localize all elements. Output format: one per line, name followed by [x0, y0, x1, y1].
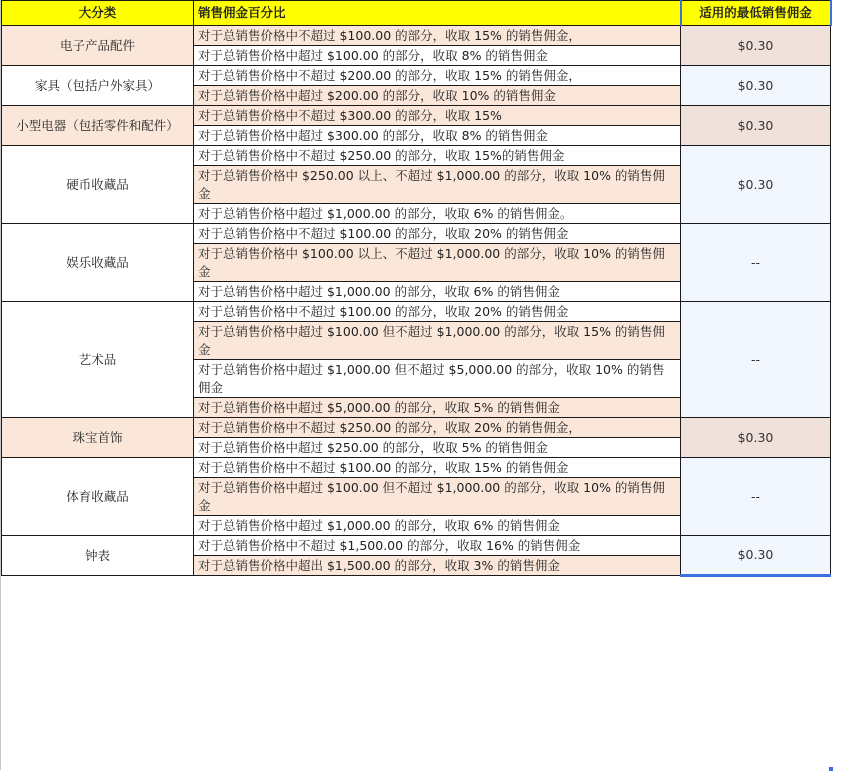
rule-cell[interactable]: 对于总销售价格中超过 $5,000.00 的部分，收取 5% 的销售佣金 — [194, 398, 681, 418]
rule-cell[interactable]: 对于总销售价格中超过 $100.00 但不超过 $1,000.00 的部分，收取 10% 的销售佣金 — [194, 478, 681, 516]
table-row — [2, 26, 831, 46]
header-category[interactable]: 大分类 — [2, 1, 194, 26]
rule-cell[interactable]: 对于总销售价格中不超过 $250.00 的部分，收取 20% 的销售佣金， — [194, 418, 681, 438]
min-fee-cell[interactable]: -- — [681, 302, 831, 418]
commission-table — [1, 0, 832, 577]
min-fee-cell[interactable]: $0.30 — [681, 146, 831, 224]
min-fee-cell[interactable]: $0.30 — [681, 66, 831, 106]
rule-cell[interactable]: 对于总销售价格中超出 $1,500.00 的部分，收取 3% 的销售佣金 — [194, 556, 681, 576]
min-fee-cell[interactable]: $0.30 — [681, 106, 831, 146]
category-cell[interactable]: 电子产品配件 — [2, 26, 194, 66]
table-row — [2, 106, 831, 126]
header-min-fee[interactable]: 适用的最低销售佣金 — [681, 1, 831, 26]
selection-fill-handle[interactable] — [828, 766, 834, 772]
table-row — [2, 66, 831, 86]
rule-cell[interactable]: 对于总销售价格中超过 $1,000.00 的部分，收取 6% 的销售佣金 — [194, 282, 681, 302]
header-fee-rate[interactable]: 销售佣金百分比 — [194, 1, 681, 26]
rule-cell[interactable]: 对于总销售价格中超过 $1,000.00 的部分，收取 6% 的销售佣金。 — [194, 204, 681, 224]
category-cell[interactable]: 体育收藏品 — [2, 458, 194, 536]
header-row — [2, 1, 831, 26]
rule-cell[interactable]: 对于总销售价格中不超过 $250.00 的部分，收取 15%的销售佣金 — [194, 146, 681, 166]
rule-cell[interactable]: 对于总销售价格中超过 $100.00 的部分，收取 8% 的销售佣金 — [194, 46, 681, 66]
min-fee-cell[interactable]: -- — [681, 224, 831, 302]
table-row — [2, 302, 831, 322]
rule-cell[interactable]: 对于总销售价格中 $250.00 以上、不超过 $1,000.00 的部分，收取 10% 的销售佣金 — [194, 166, 681, 204]
min-fee-cell[interactable]: $0.30 — [681, 536, 831, 576]
category-cell[interactable]: 珠宝首饰 — [2, 418, 194, 458]
rule-cell[interactable]: 对于总销售价格中不超过 $100.00 的部分，收取 15% 的销售佣金， — [194, 26, 681, 46]
table-row — [2, 418, 831, 438]
category-cell[interactable]: 娱乐收藏品 — [2, 224, 194, 302]
category-cell[interactable]: 小型电器（包括零件和配件） — [2, 106, 194, 146]
rule-cell[interactable]: 对于总销售价格中不超过 $1,500.00 的部分，收取 16% 的销售佣金 — [194, 536, 681, 556]
rule-cell[interactable]: 对于总销售价格中不超过 $300.00 的部分，收取 15% — [194, 106, 681, 126]
table-row — [2, 224, 831, 244]
table-row — [2, 536, 831, 556]
rule-cell[interactable]: 对于总销售价格中超过 $100.00 但不超过 $1,000.00 的部分，收取 15% 的销售佣金 — [194, 322, 681, 360]
table-row — [2, 146, 831, 166]
min-fee-cell[interactable]: $0.30 — [681, 26, 831, 66]
rule-cell[interactable]: 对于总销售价格中不超过 $100.00 的部分，收取 20% 的销售佣金 — [194, 302, 681, 322]
rule-cell[interactable]: 对于总销售价格中超过 $1,000.00 但不超过 $5,000.00 的部分，收取 10% 的销售佣金 — [194, 360, 681, 398]
rule-cell[interactable]: 对于总销售价格中不超过 $200.00 的部分，收取 15% 的销售佣金， — [194, 66, 681, 86]
min-fee-cell[interactable]: -- — [681, 458, 831, 536]
rule-cell[interactable]: 对于总销售价格中不超过 $100.00 的部分，收取 20% 的销售佣金 — [194, 224, 681, 244]
min-fee-cell[interactable]: $0.30 — [681, 418, 831, 458]
rule-cell[interactable]: 对于总销售价格中不超过 $100.00 的部分，收取 15% 的销售佣金 — [194, 458, 681, 478]
rule-cell[interactable]: 对于总销售价格中 $100.00 以上、不超过 $1,000.00 的部分，收取 10% 的销售佣金 — [194, 244, 681, 282]
category-cell[interactable]: 钟表 — [2, 536, 194, 576]
rule-cell[interactable]: 对于总销售价格中超过 $1,000.00 的部分，收取 6% 的销售佣金 — [194, 516, 681, 536]
category-cell[interactable]: 硬币收藏品 — [2, 146, 194, 224]
category-cell[interactable]: 家具（包括户外家具） — [2, 66, 194, 106]
rule-cell[interactable]: 对于总销售价格中超过 $250.00 的部分，收取 5% 的销售佣金 — [194, 438, 681, 458]
category-cell[interactable]: 艺术品 — [2, 302, 194, 418]
rule-cell[interactable]: 对于总销售价格中超过 $200.00 的部分，收取 10% 的销售佣金 — [194, 86, 681, 106]
rule-cell[interactable]: 对于总销售价格中超过 $300.00 的部分，收取 8% 的销售佣金 — [194, 126, 681, 146]
table-row — [2, 458, 831, 478]
